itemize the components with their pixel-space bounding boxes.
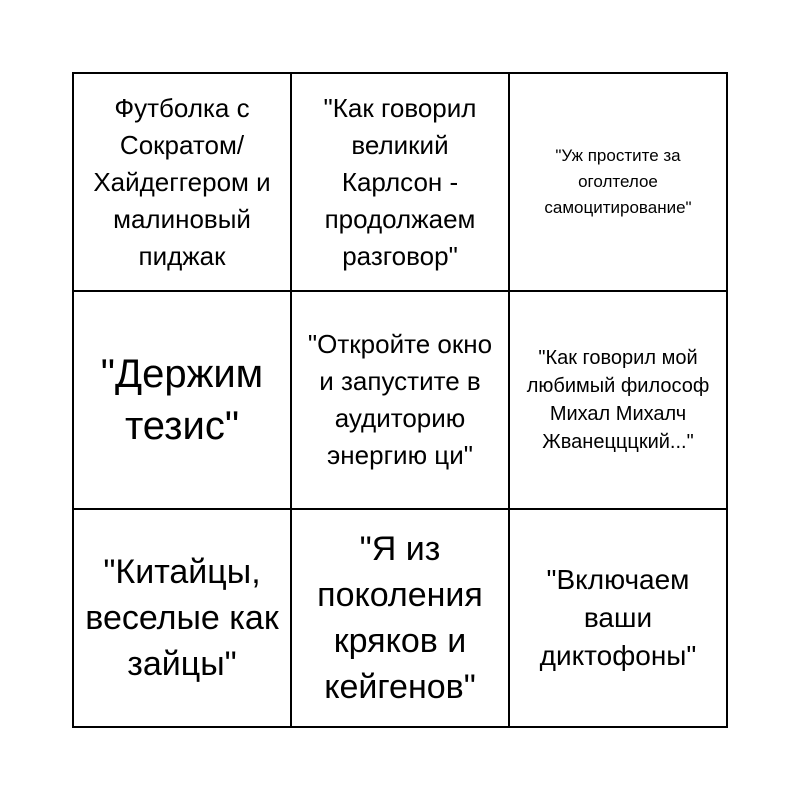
bingo-cell-text: "Откройте окно и запустите в аудиторию энергию ци" <box>307 329 493 470</box>
bingo-cell-text: "Уж простите за оголтелое самоцитирование" <box>544 146 692 217</box>
bingo-cell-8[interactable] <box>292 510 510 728</box>
bingo-cell-9[interactable] <box>510 510 728 728</box>
bingo-cell-text: "Включаем ваши диктофоны" <box>539 564 697 671</box>
bingo-cell-3[interactable] <box>510 74 728 292</box>
bingo-cell-4[interactable] <box>74 292 292 510</box>
bingo-cell-text: "Держим тезис" <box>100 352 264 448</box>
bingo-cell-6[interactable] <box>510 292 728 510</box>
bingo-cell-text: "Как говорил великий Карлсон - продолжаем разговор" <box>323 92 477 271</box>
bingo-cell-2[interactable] <box>292 74 510 292</box>
bingo-cell-text: Футболка с Сократом/ Хайдеггером и малиновый пиджак <box>93 92 271 271</box>
bingo-cell-7[interactable] <box>74 510 292 728</box>
bingo-cell-text: "Китайцы, веселые как зайцы" <box>85 553 279 683</box>
bingo-cell-text: "Я из поколения кряков и кейгенов" <box>317 530 483 706</box>
bingo-cell-5[interactable] <box>292 292 510 510</box>
bingo-cell-1[interactable] <box>74 74 292 292</box>
bingo-board <box>72 72 728 728</box>
bingo-cell-text: "Как говорил мой любимый философ Михал Михалч Жванецццкий..." <box>526 347 710 453</box>
